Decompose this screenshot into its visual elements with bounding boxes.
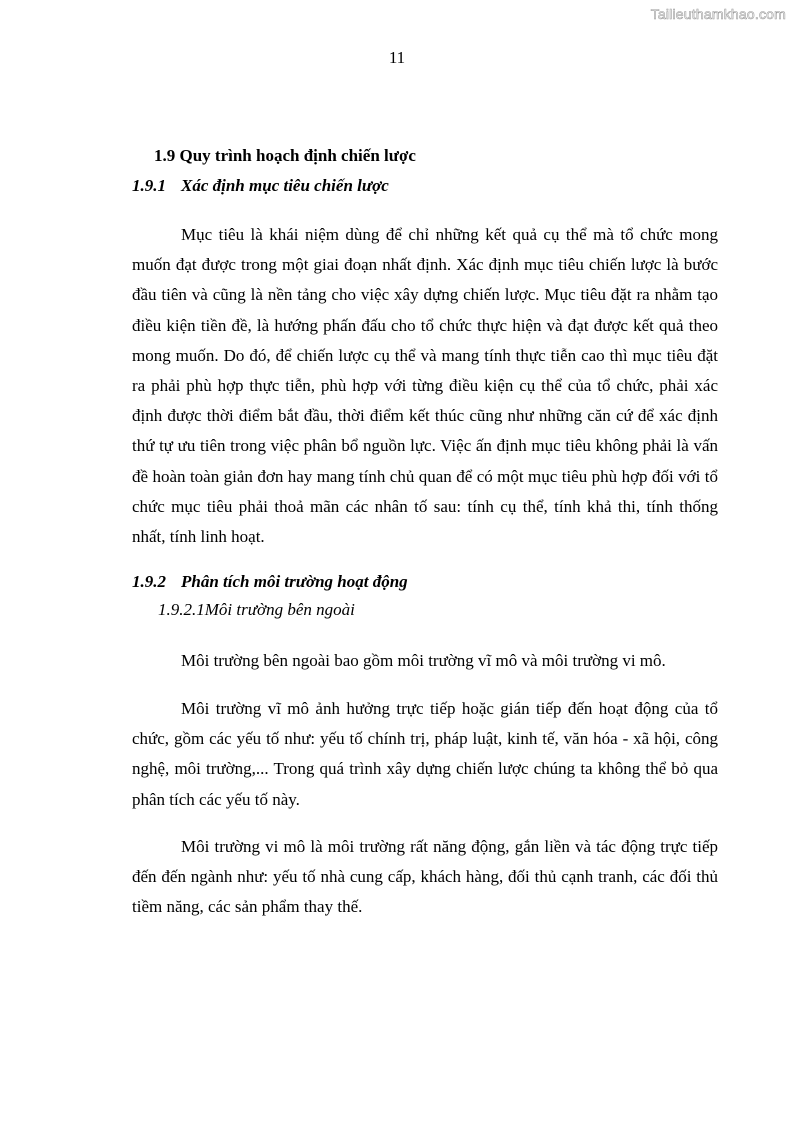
subsection-heading-2 — [132, 572, 408, 592]
subsection-heading-1 — [132, 176, 389, 196]
paragraph-external: Môi trường bên ngoài bao gồm môi trường vĩ mô và môi trường vi mô. — [181, 651, 666, 670]
paragraph-micro: Môi trường vi mô là môi trường rất năng động, gắn liền và tác động trực tiếp đến đến ngành như: yếu tố nhà cung cấp, khách hàng, đối thủ cạnh tranh, các đối thủ tiềm năng, các sản phẩm thay thế. — [132, 837, 718, 917]
section-heading: 1.9 Quy trình hoạch định chiến lược — [154, 146, 416, 165]
subsection-number: 1.9.1 — [132, 176, 166, 195]
paragraph-macro: Môi trường vĩ mô ảnh hưởng trực tiếp hoặc gián tiếp đến hoạt động của tổ chức, gồm các yếu tố như: yếu tố chính trị, pháp luật, kinh tế, văn hóa - xã hội, công nghệ, môi trường,... Trong quá trình xây dựng chiến lược chúng ta không thể bỏ qua phân tích các yếu tố này. — [132, 699, 718, 809]
subsection-title: Xác định mục tiêu chiến lược — [181, 176, 389, 195]
subsection-title: Phân tích môi trường hoạt động — [181, 572, 408, 591]
page-number: 11 — [388, 48, 406, 67]
sub-subsection-heading: 1.9.2.1Môi trường bên ngoài — [158, 600, 355, 619]
subsection-number: 1.9.2 — [132, 572, 166, 591]
paragraph-objectives: Mục tiêu là khái niệm dùng để chỉ những kết quả cụ thể mà tổ chức mong muốn đạt được trong một giai đoạn nhất định. Xác định mục tiêu chiến lược là bước đầu tiên và cũng là nền tảng cho việc xây dựng chiến lược. Mục tiêu đặt ra nhằm tạo điều kiện tiền đề, là hướng phấn đấu cho tổ chức thực hiện và đạt được kết quả theo mong muốn. Do đó, để chiến lược cụ thể và mang tính thực tiễn cao thì mục tiêu đặt ra phải phù hợp thực tiễn, phù hợp với từng điều kiện cụ thể của tổ chức, phải xác định được thời điểm bắt đầu, thời điểm kết thúc cũng như những căn cứ để xác định thứ tự ưu tiên trong việc phân bổ nguồn lực. Việc ấn định mục tiêu không phải là vấn đề hoàn toàn giản đơn hay mang tính chủ quan để có một mục tiêu phù hợp đối với tổ chức mục tiêu phải thoả mãn các nhân tố sau: tính cụ thể, tính khả thi, tính thống nhất, tính linh hoạt. — [132, 225, 718, 547]
watermark-logo: Tailieuthamkhao.com — [650, 6, 786, 22]
